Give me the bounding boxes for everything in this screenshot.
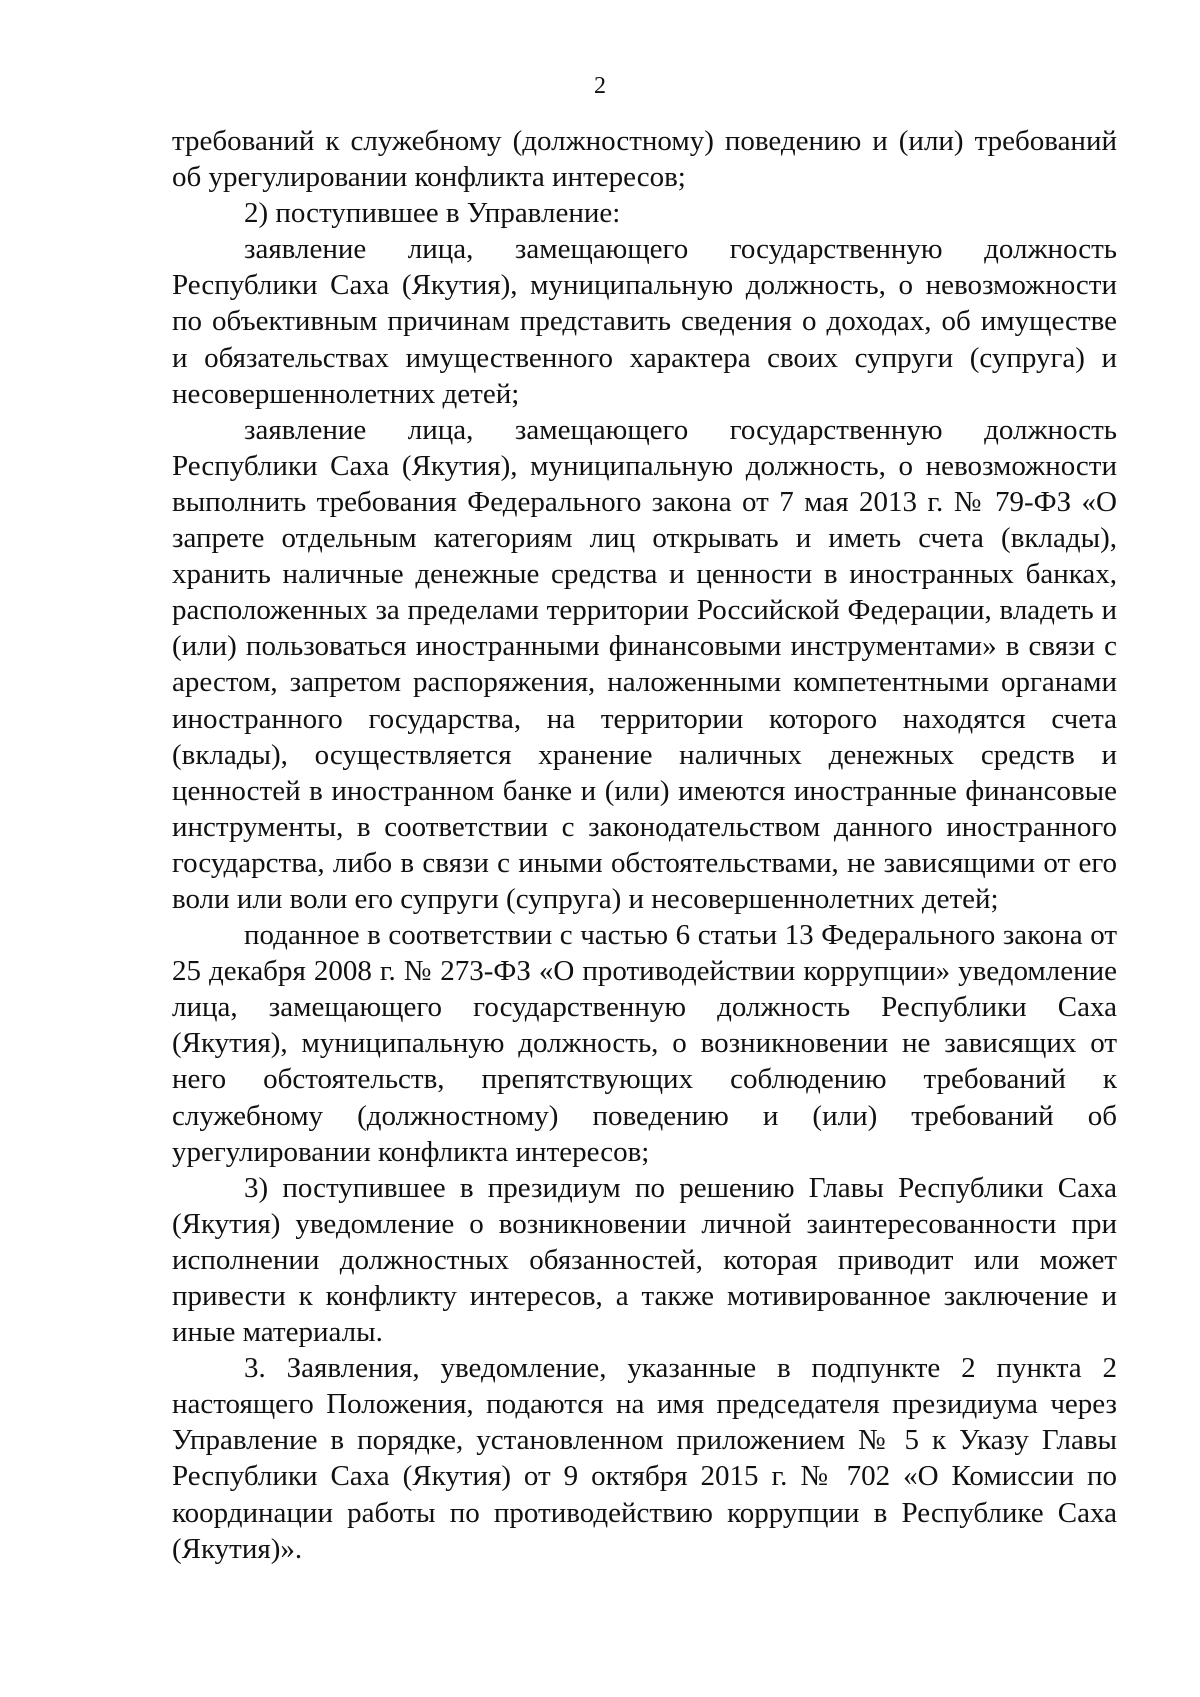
page-number: 2 [594,73,606,99]
document-body [172,123,1117,1567]
paragraph-statement-foreign-accounts: заявление лица, замещающего государственную должность Республики Саха (Якутия), муниципальную должность, о невозможности выполнить требования Федерального закона от 7 мая 2013 г. № 79-ФЗ «О запрете отдельным категориям лиц открывать и иметь счета (вклады), хранить наличные денежные средства и ценности в иностранных банках, расположенных за пределами территории Российской Федерации, владеть и (или) пользоваться иностранными финансовыми инструментами» в связи с арестом, запретом распоряжения, наложенными компетентными органами иностранного государства, на территории которого находятся счета (вклады), осуществляется хранение наличных денежных средств и ценностей в иностранном банке и (или) имеются иностранные финансовые инструменты, в соответствии с законодательством данного иностранного государства, либо в связи с иными обстоятельствами, не зависящими от его воли или воли его супруги (супруга) и несовершеннолетних детей; [172,413,1117,915]
paragraph-continuation: требований к служебному (должностному) поведению и (или) требований об урегулировании конфликта интересов; [172,125,1117,194]
paragraph-item-3: 3) поступившее в президиум по решению Главы Республики Саха (Якутия) уведомление о возникновении личной заинтересованности при исполнении должностных обязанностей, которая приводит или может привести к конфликту интересов, а также мотивированное заключение и иные материалы. [172,1171,1117,1349]
paragraph-item-2: 2) поступившее в Управление: [244,197,621,230]
paragraph-statement-income: заявление лица, замещающего государственную должность Республики Саха (Якутия), муниципальную должность, о невозможности по объективным причинам представить сведения о доходах, об имуществе и обязательствах имущественного характера своих супруги (супруга) и несовершеннолетних детей; [172,233,1117,410]
paragraph-notification-273fz: поданное в соответствии с частью 6 статьи 13 Федерального закона от 25 декабря 2008 г. № 273-ФЗ «О противодействии коррупции» уведомление лица, замещающего государственную должность Республики Саха (Якутия), муниципальную должность, о возникновении не зависящих от него обстоятельств, препятствующих соблюдению требований к служебному (должностному) поведению и (или) требований об урегулировании конфликта интересов; [172,919,1117,1168]
paragraph-clause-3: 3. Заявления, уведомление, указанные в подпункте 2 пункта 2 настоящего Положения, подаются на имя председателя президиума через Управление в порядке, установленном приложением № 5 к Указу Главы Республики Саха (Якутия) от 9 октября 2015 г. № 702 «О Комиссии по координации работы по противодействию коррупции в Республике Саха (Якутия)». [172,1352,1117,1565]
